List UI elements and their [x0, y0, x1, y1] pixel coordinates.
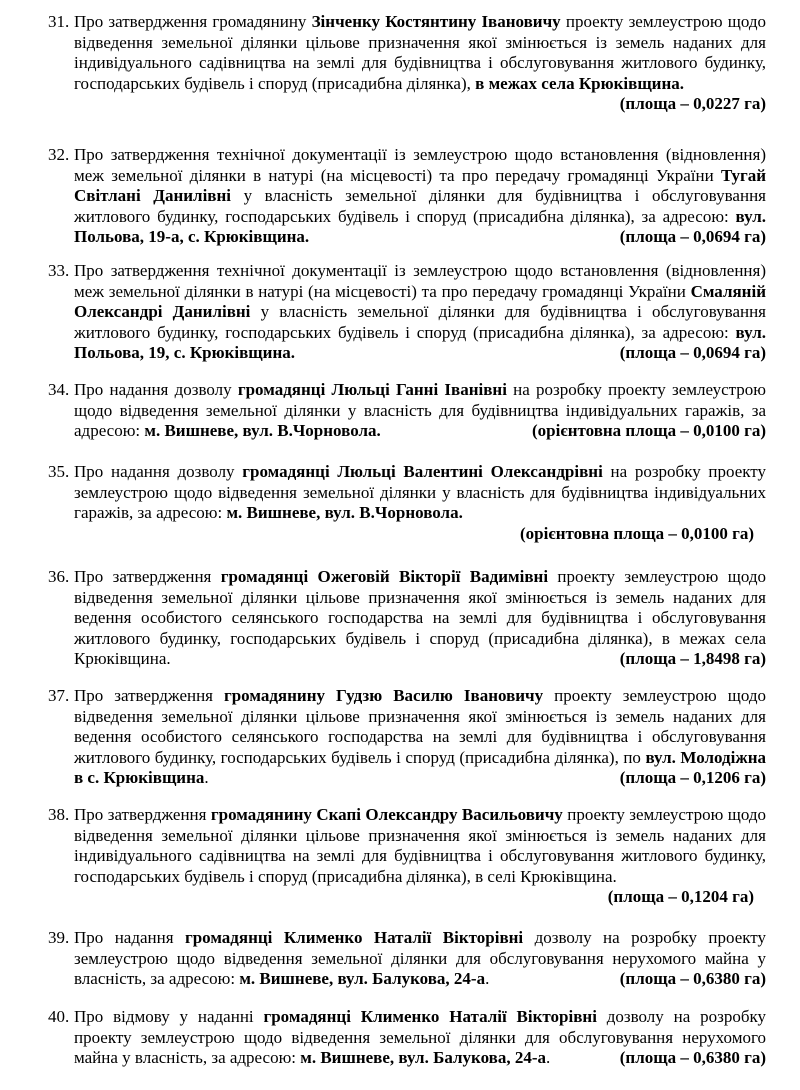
location: м. Вишневе, вул. Балукова, 24-а [300, 1048, 547, 1068]
item-number: 35. [48, 462, 70, 481]
item-number: 39. [48, 928, 70, 947]
item-text: Про надання дозволу громадянці Люльці Валентині Олександрівні на розробку проекту землеустрою щодо відведення земельної ділянки у власність для будівництва індивідуальних гаражів, за адресою: м. Вишневе, вул. В.Чорновола. (орієнтовна площа – 0,0100 га) [74, 462, 767, 543]
area-value: (площа – 0,1206 га) [619, 768, 766, 788]
list-item-34 [0, 380, 800, 442]
applicant-name: громадянці Люльці Валентині Олександрівні [242, 462, 603, 481]
applicant-name: громадянці Люльці Ганні Іванівні [237, 380, 507, 399]
area-value: (площа – 0,1204 га) [607, 887, 754, 907]
location: м. Вишневе, вул. Балукова, 24-а [239, 969, 486, 989]
item-text: Про надання громадянці Клименко Наталії Вікторівні дозволу на розробку проекту землеустрою щодо відведення земельної ділянки для обслуговування нерухомого майна у власність, за адресою: м. Вишневе, вул. Балукова, 24-а. (площа – 0,6380 га) [74, 928, 766, 989]
list-item-39 [0, 928, 800, 990]
item-number: 31. [48, 12, 70, 31]
location: вул. Молодіжна в с. Крюківщина [74, 747, 766, 788]
list-item-40 [0, 1007, 800, 1069]
area-value: (площа – 0,0227 га) [619, 94, 766, 114]
list-item-31 [0, 12, 800, 115]
location: вул. Польова, 19-а, с. Крюківщина. [74, 206, 766, 247]
list-item-32 [0, 145, 800, 248]
applicant-name: громадянці Ожеговій Вікторії Вадимівні [220, 567, 549, 586]
item-number: 37. [48, 686, 70, 705]
list-item-35 [0, 462, 800, 544]
area-value: (площа – 0,0694 га) [619, 227, 766, 247]
list-item-37 [0, 686, 800, 789]
item-text: Про затвердження технічної документації із землеустрою щодо встановлення (відновлення) меж земельної ділянки в натурі (на місцевості) та про передачу громадянці України Тугай Світлані Данилівні у власність земельної ділянки для будівництва і обслуговування житлового будинку, господарських будівель і споруд (присадибна ділянка), за адресою: вул. Польова, 19-а, с. Крюківщина. (площа – 0,0694 га) [74, 145, 766, 247]
item-number: 34. [48, 380, 70, 399]
list-item-38 [0, 805, 800, 908]
area-value: (площа – 1,8498 га) [619, 649, 766, 669]
location: м. Вишневе, вул. В.Чорновола. [226, 503, 463, 523]
area-value: (орієнтовна площа – 0,0100 га) [532, 421, 766, 441]
list-item-33 [0, 261, 800, 364]
applicant-name: громадянину Скапі Олександру Васильовичу [210, 805, 563, 824]
item-text: Про затвердження громадянину Зінченку Костянтину Івановичу проекту землеустрою щодо відведення земельної ділянки цільове призначення якої змінюється із земель наданих для індивідуального садівництва на землі для будівництва і обслуговування житлового будинку, господарських будівель і споруд (присадибна ділянка), в межах села Крюківщина. (площа – 0,0227 га) [74, 12, 766, 114]
item-text: Про надання дозволу громадянці Люльці Ганні Іванівні на розробку проекту землеустрою щодо відведення земельної ділянки у власність для будівництва індивідуальних гаражів, за адресою: м. Вишневе, вул. В.Чорновола. (орієнтовна площа – 0,0100 га) [74, 380, 766, 441]
applicant-name: громадянці Клименко Наталії Вікторівні [263, 1007, 597, 1026]
item-number: 33. [48, 261, 70, 280]
item-number: 32. [48, 145, 70, 164]
area-value: (площа – 0,6380 га) [619, 969, 766, 989]
list-item-36 [0, 567, 800, 670]
item-text: Про відмову у наданні громадянці Клименко Наталії Вікторівні дозволу на розробку проекту землеустрою щодо відведення земельної ділянки для обслуговування нерухомого майна у власність, за адресою: м. Вишневе, вул. Балукова, 24-а. (площа – 0,6380 га) [74, 1007, 766, 1068]
area-value: (орієнтовна площа – 0,0100 га) [520, 523, 754, 543]
area-value: (площа – 0,6380 га) [619, 1048, 766, 1068]
item-text: Про затвердження громадянці Ожеговій Вікторії Вадимівні проекту землеустрою щодо відведення земельної ділянки цільове призначення якої змінюється із земель наданих для ведення особистого селянського господарства на землі для будівництва і обслуговування житлового будинку, господарських будівель і споруд (присадибна ділянка), в межах села Крюківщина. (площа – 1,8498 га) [74, 567, 766, 669]
applicant-name: громадянці Клименко Наталії Вікторівні [184, 928, 524, 947]
applicant-name: Зінченку Костянтину Івановичу [311, 12, 561, 31]
item-text: Про затвердження технічної документації із землеустрою щодо встановлення (відновлення) меж земельної ділянки в натурі (на місцевості) та про передачу громадянці України Смаляній Олександрі Данилівні у власність земельної ділянки для будівництва і обслуговування житлового будинку, господарських будівель і споруд (присадибна ділянка), за адресою: вул. Польова, 19, с. Крюківщина. (площа – 0,0694 га) [74, 261, 767, 363]
item-text: Про затвердження громадянину Гудзю Василю Івановичу проекту землеустрою щодо відведення земельної ділянки цільове призначення якої змінюється із земель наданих для ведення особистого селянського господарства на землі для будівництва і обслуговування житлового будинку, господарських будівель і споруд (присадибна ділянка), по вул. Молодіжна в с. Крюківщина. (площа – 0,1206 га) [74, 686, 766, 788]
location: вул. Польова, 19, с. Крюківщина. [74, 322, 766, 363]
location: в межах села Крюківщина. [475, 73, 685, 93]
item-number: 38. [48, 805, 70, 824]
item-number: 40. [48, 1007, 70, 1026]
area-value: (площа – 0,0694 га) [619, 343, 766, 363]
applicant-name: Тугай Світлані Данилівні [74, 165, 766, 206]
location: м. Вишневе, вул. В.Чорновола. [144, 421, 381, 441]
applicant-name: Смаляній Олександрі Данилівні [74, 281, 766, 322]
applicant-name: громадянину Гудзю Василю Івановичу [224, 686, 544, 705]
item-text: Про затвердження громадянину Скапі Олександру Васильовичу проекту землеустрою щодо відведення земельної ділянки цільове призначення якої змінюється із земель наданих для індивідуального садівництва на землі для будівництва і обслуговування житлового будинку, господарських будівель і споруд (присадибна ділянка), в селі Крюківщина. (площа – 0,1204 га) [74, 805, 766, 907]
item-number: 36. [48, 567, 70, 586]
